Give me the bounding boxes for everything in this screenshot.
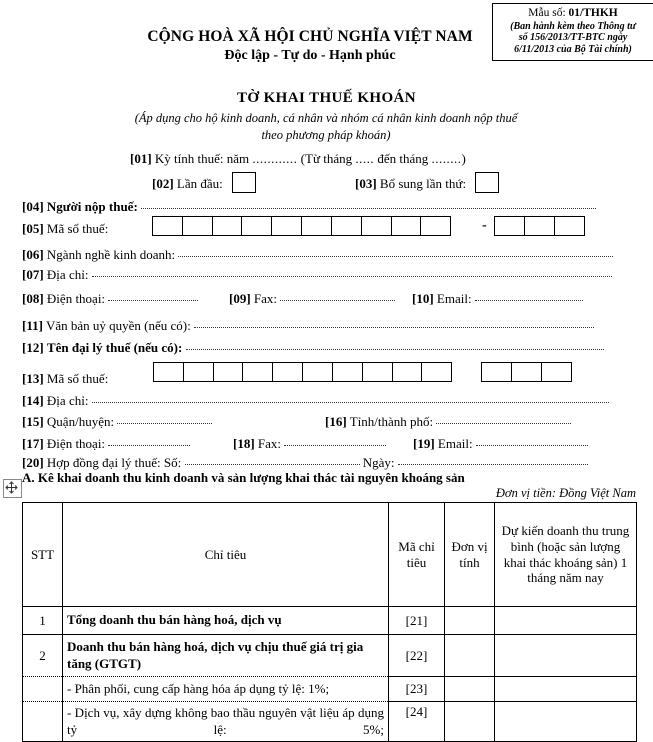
field-14-input[interactable] xyxy=(92,392,609,403)
field-15-district xyxy=(22,415,212,428)
field-09-fax xyxy=(229,292,395,305)
field-13-tag: [13] xyxy=(22,371,44,386)
tax-code-cell[interactable] xyxy=(554,216,585,236)
field-06-tag: [06] xyxy=(22,247,44,262)
form-code-note-line-2: số 156/2013/TT-BTC ngày xyxy=(518,32,628,44)
field-17-tag: [17] xyxy=(22,436,44,451)
cell-code: [22] xyxy=(389,635,445,677)
form-code-note-line-3: 6/11/2013 của Bộ Tài chính) xyxy=(514,44,632,56)
field-14-tag: [14] xyxy=(22,393,44,408)
page-subtitle-line-1: (Áp dụng cho hộ kinh doanh, cá nhân và nhóm cá nhân kinh doanh nộp thuế xyxy=(134,111,518,125)
field-15-label: Quận/huyện: xyxy=(46,414,115,429)
tax-code-cell[interactable] xyxy=(421,362,452,382)
field-12-label: Tên đại lý thuế (nếu có): xyxy=(46,340,183,355)
field-13-tax-code-primary[interactable] xyxy=(153,362,452,382)
cell-code: [24] xyxy=(389,702,445,742)
cell-unit[interactable] xyxy=(445,702,495,742)
field-16-tag: [16] xyxy=(325,414,347,429)
cell-value[interactable] xyxy=(495,677,637,702)
tax-code-cell[interactable] xyxy=(481,362,512,382)
field-10-label: Email: xyxy=(436,291,472,306)
field-04-tag: [04] xyxy=(22,199,44,214)
field-02-label: Lần đầu: xyxy=(176,176,223,191)
field-13-tax-code-suffix[interactable] xyxy=(481,362,572,382)
tax-code-cell[interactable] xyxy=(183,362,214,382)
tax-code-cell[interactable] xyxy=(153,362,184,382)
field-11-authorization-doc xyxy=(22,319,594,332)
field-04-input[interactable] xyxy=(141,198,596,209)
field-01-from-month-input[interactable]: ..... xyxy=(355,151,375,166)
column-header-unit: Đơn vị tính xyxy=(445,503,495,607)
field-10-tag: [10] xyxy=(412,291,434,306)
field-17-label: Điện thoại: xyxy=(46,436,106,451)
tax-code-cell[interactable] xyxy=(391,216,422,236)
table-header-row xyxy=(23,503,637,607)
field-20-date-input[interactable] xyxy=(398,454,588,465)
field-19-input[interactable] xyxy=(476,435,588,446)
field-09-label: Fax: xyxy=(253,291,278,306)
field-07-label: Địa chỉ: xyxy=(46,267,89,282)
field-20-date-label: Ngày: xyxy=(362,455,395,470)
field-03-label: Bổ sung lần thứ: xyxy=(379,176,467,191)
field-04-label: Người nộp thuế: xyxy=(46,199,138,214)
field-08-label: Điện thoại: xyxy=(46,291,106,306)
national-title: CỘNG HOÀ XÃ HỘI CHỦ NGHĨA VIỆT NAM xyxy=(147,28,473,45)
cell-stt xyxy=(23,677,63,702)
column-header-indicator: Chỉ tiêu xyxy=(63,503,389,607)
field-11-label: Văn bản uỷ quyền (nếu có): xyxy=(45,318,191,333)
field-20-tag: [20] xyxy=(22,455,44,470)
column-header-stt: STT xyxy=(23,503,63,607)
field-18-input[interactable] xyxy=(284,435,386,446)
field-19-label: Email: xyxy=(437,436,473,451)
table-move-handle-icon[interactable] xyxy=(3,479,22,498)
field-01-to: đến tháng xyxy=(377,151,429,166)
form-code-value: 01/THKH xyxy=(568,7,618,19)
section-a-heading: A. Kê khai doanh thu kinh doanh và sản lượng khai thác tài nguyên khoáng sản xyxy=(22,470,465,485)
field-05-tax-code-label-wrap xyxy=(22,222,108,235)
tax-code-cell[interactable] xyxy=(242,362,273,382)
field-12-tag: [12] xyxy=(22,340,44,355)
field-20-agent-contract xyxy=(22,456,588,469)
form-code-label: Mẫu số: xyxy=(528,7,566,19)
field-17-input[interactable] xyxy=(108,435,190,446)
cell-code: [23] xyxy=(389,677,445,702)
tax-code-cell[interactable] xyxy=(392,362,423,382)
field-05-tax-code-suffix[interactable] xyxy=(494,216,585,236)
field-15-tag: [15] xyxy=(22,414,44,429)
field-14-label: Địa chỉ: xyxy=(46,393,89,408)
tax-code-cell[interactable] xyxy=(331,216,362,236)
field-01-to-month-input[interactable]: ........) xyxy=(431,151,467,166)
field-12-tax-agent-name xyxy=(22,341,604,354)
field-04-taxpayer xyxy=(22,200,596,213)
field-16-input[interactable] xyxy=(436,413,571,424)
page-subtitle-line-2: theo phương pháp khoán) xyxy=(261,127,391,142)
tax-code-cell[interactable] xyxy=(524,216,555,236)
field-05-tax-code-primary[interactable] xyxy=(152,216,451,236)
field-18-agent-fax xyxy=(233,437,386,450)
tax-code-cell[interactable] xyxy=(511,362,542,382)
tax-code-cell[interactable] xyxy=(302,362,333,382)
field-07-input[interactable] xyxy=(92,266,612,277)
field-14-agent-address xyxy=(22,394,609,407)
tax-code-cell[interactable] xyxy=(494,216,525,236)
tax-code-cell[interactable] xyxy=(361,216,392,236)
tax-code-cell[interactable] xyxy=(182,216,213,236)
field-10-email xyxy=(412,292,583,305)
field-06-label: Ngành nghề kinh doanh: xyxy=(46,247,176,262)
field-05-separator: - xyxy=(482,218,487,233)
field-08-phone xyxy=(22,292,198,305)
field-01-tax-period xyxy=(130,152,466,165)
tax-code-cell[interactable] xyxy=(362,362,393,382)
cell-value[interactable] xyxy=(495,607,637,635)
field-06-business-line xyxy=(22,248,613,261)
cell-indicator: Doanh thu bán hàng hoá, dịch vụ chịu thuế giá trị gia tăng (GTGT) xyxy=(63,635,389,677)
field-07-address xyxy=(22,268,612,281)
field-18-label: Fax: xyxy=(257,436,282,451)
cell-value[interactable] xyxy=(495,635,637,677)
field-01-from: (Từ tháng xyxy=(300,151,353,166)
table-body xyxy=(23,607,637,742)
field-01-tag: [01] xyxy=(130,151,152,166)
page-subtitle xyxy=(76,110,576,144)
cell-stt: 2 xyxy=(23,635,63,677)
cell-indicator: - Dịch vụ, xây dựng không bao thầu nguyên vật liệu áp dụng tỷ lệ: 5%; xyxy=(63,702,389,742)
field-01-label: Kỳ tính thuế: năm xyxy=(154,151,250,166)
field-08-tag: [08] xyxy=(22,291,44,306)
page-title: TỜ KHAI THUẾ KHOÁN xyxy=(236,90,417,106)
field-02-tag: [02] xyxy=(152,176,174,191)
tax-code-cell[interactable] xyxy=(420,216,451,236)
field-16-province xyxy=(325,415,571,428)
field-05-tag: [05] xyxy=(22,221,44,236)
tax-code-cell[interactable] xyxy=(272,362,303,382)
cell-code: [21] xyxy=(389,607,445,635)
tax-code-cell[interactable] xyxy=(271,216,302,236)
table-row xyxy=(23,702,637,742)
field-19-tag: [19] xyxy=(413,436,435,451)
field-15-input[interactable] xyxy=(117,413,212,424)
cell-stt xyxy=(23,702,63,742)
cell-unit[interactable] xyxy=(445,635,495,677)
field-07-tag: [07] xyxy=(22,267,44,282)
field-06-input[interactable] xyxy=(178,246,613,257)
field-09-tag: [09] xyxy=(229,291,251,306)
field-03-input-box[interactable] xyxy=(475,172,499,193)
field-11-tag: [11] xyxy=(22,318,43,333)
field-16-label: Tỉnh/thành phố: xyxy=(349,414,434,429)
revenue-declaration-table xyxy=(22,502,637,742)
field-01-year-input[interactable]: ............ xyxy=(252,151,298,166)
field-09-input[interactable] xyxy=(280,290,395,301)
currency-unit-note: Đơn vị tiền: Đồng Việt Nam xyxy=(495,486,636,500)
field-11-input[interactable] xyxy=(194,317,594,328)
field-10-input[interactable] xyxy=(475,290,583,301)
tax-code-cell[interactable] xyxy=(301,216,332,236)
field-03-supplement xyxy=(355,172,499,193)
cell-unit[interactable] xyxy=(445,607,495,635)
field-05-label: Mã số thuế: xyxy=(46,221,109,236)
field-20-number-input[interactable] xyxy=(185,454,360,465)
form-code-note-line-1: (Ban hành kèm theo Thông tư xyxy=(510,20,636,32)
national-motto: Độc lập - Tự do - Hạnh phúc xyxy=(224,48,396,63)
tax-code-cell[interactable] xyxy=(241,216,272,236)
column-header-value: Dự kiến doanh thu trung bình (hoặc sản lượng khai thác khoáng sản) 1 tháng năm nay xyxy=(495,503,637,607)
tax-code-cell[interactable] xyxy=(152,216,183,236)
field-20-label: Hợp đồng đại lý thuế: Số: xyxy=(46,455,182,470)
cell-indicator: - Phân phối, cung cấp hàng hóa áp dụng tỷ lệ: 1%; xyxy=(63,677,389,702)
field-13-agent-tax-code-label-wrap xyxy=(22,372,108,385)
field-08-input[interactable] xyxy=(108,290,198,301)
table-row xyxy=(23,607,637,635)
field-12-input[interactable] xyxy=(186,339,604,350)
tax-code-cell[interactable] xyxy=(213,362,244,382)
column-header-code: Mã chỉ tiêu xyxy=(389,503,445,607)
tax-code-cell[interactable] xyxy=(332,362,363,382)
cell-value[interactable] xyxy=(495,702,637,742)
field-13-label: Mã số thuế: xyxy=(46,371,109,386)
field-03-tag: [03] xyxy=(355,176,377,191)
field-18-tag: [18] xyxy=(233,436,255,451)
tax-code-cell[interactable] xyxy=(541,362,572,382)
field-17-agent-phone xyxy=(22,437,190,450)
cell-stt: 1 xyxy=(23,607,63,635)
field-02-first-time xyxy=(152,172,256,193)
cell-indicator: Tổng doanh thu bán hàng hoá, dịch vụ xyxy=(63,607,389,635)
form-code-line xyxy=(497,7,649,21)
table-row xyxy=(23,635,637,677)
cell-unit[interactable] xyxy=(445,677,495,702)
field-19-agent-email xyxy=(413,437,588,450)
field-02-checkbox[interactable] xyxy=(232,172,256,193)
table-row xyxy=(23,677,637,702)
tax-code-cell[interactable] xyxy=(212,216,243,236)
